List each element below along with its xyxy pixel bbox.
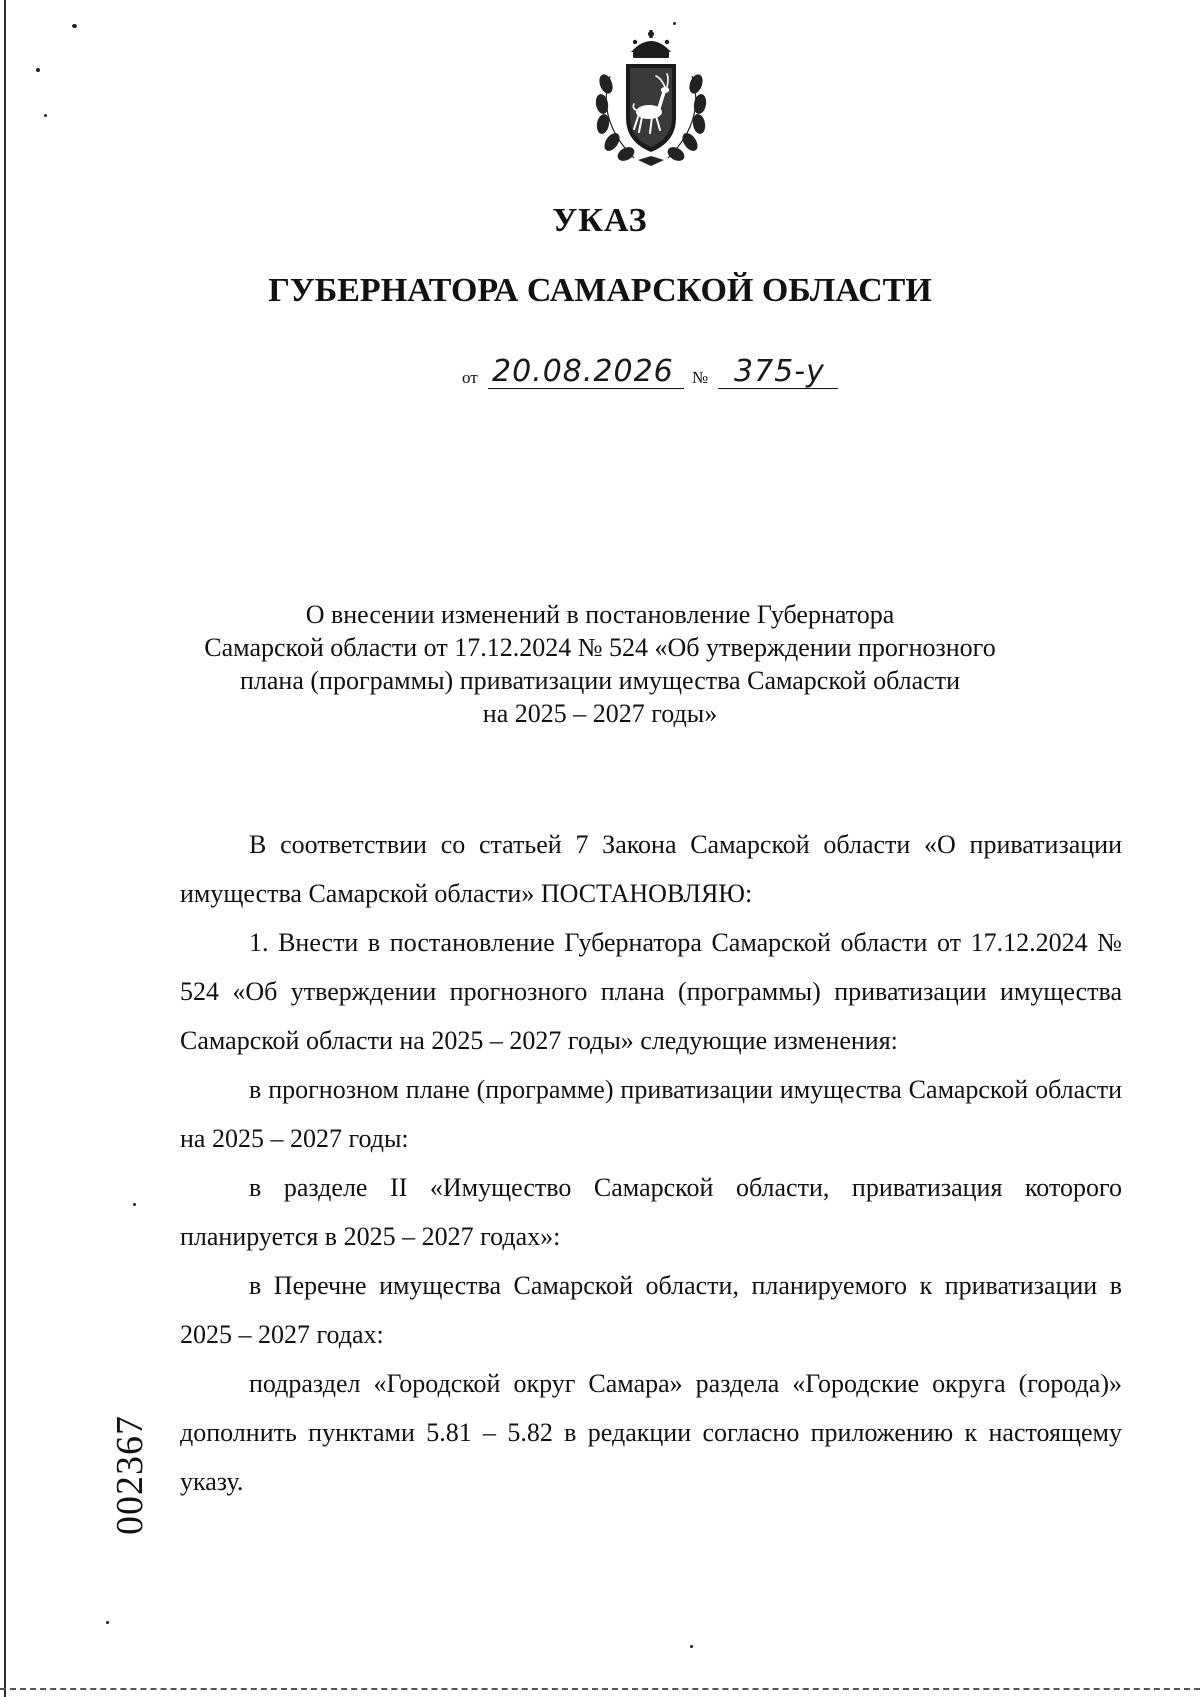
document-subject — [180, 598, 1020, 730]
scan-edge-bottom — [0, 1688, 1200, 1690]
coat-of-arms-emblem — [590, 30, 712, 166]
scan-speck — [133, 1203, 136, 1206]
handwritten-number: 375-у — [734, 354, 825, 389]
scan-edge-left — [4, 0, 6, 1697]
document-body — [180, 820, 1122, 1506]
serial-number: 002367 — [109, 1415, 151, 1535]
scan-speck — [44, 114, 47, 117]
body-paragraph: подраздел «Городской округ Самара» раздела «Городские округа (города)» дополнить пунктами 5.81 – 5.82 в редакции согласно приложению к настоящему указу. — [180, 1369, 1122, 1496]
date-label: от — [462, 368, 478, 387]
body-paragraph: в Перечне имущества Самарской области, планируемого к приватизации в 2025 – 2027 годах: — [180, 1271, 1122, 1349]
scan-speck — [36, 68, 40, 72]
scan-speck — [690, 1645, 693, 1648]
body-paragraph: В соответствии со статьей 7 Закона Самарской области «О приватизации имущества Самарской области» ПОСТАНОВЛЯЮ: — [180, 830, 1122, 908]
handwritten-date: 20.08.2026 — [492, 354, 674, 389]
number-label: № — [692, 368, 709, 387]
page-subtitle: ГУБЕРНАТОРА САМАРСКОЙ ОБЛАСТИ — [268, 272, 932, 309]
page-title: УКАЗ — [552, 202, 648, 239]
scan-speck — [106, 1621, 109, 1624]
scan-speck — [673, 22, 676, 25]
body-paragraph: в разделе II «Имущество Самарской области, приватизация которого планируется в 2025 – 2027 годах»: — [180, 1173, 1122, 1251]
subject-line: Самарской области от 17.12.2024 № 524 «Об утверждении прогнозного — [204, 633, 996, 662]
subject-line: плана (программы) приватизации имущества Самарской области — [240, 666, 960, 695]
subject-line: на 2025 – 2027 годы» — [482, 699, 718, 728]
body-paragraph: в прогнозном плане (программе) приватизации имущества Самарской области на 2025 – 2027 годы: — [180, 1075, 1122, 1153]
body-paragraph: 1. Внести в постановление Губернатора Самарской области от 17.12.2024 № 524 «Об утверждении прогнозного плана (программы) приватизации имущества Самарской области на 2025 – 2027 годы» следующие изменения: — [180, 928, 1122, 1055]
document-dateline — [458, 350, 858, 396]
subject-line: О внесении изменений в постановление Губернатора — [305, 600, 895, 629]
scan-speck — [72, 24, 77, 28]
